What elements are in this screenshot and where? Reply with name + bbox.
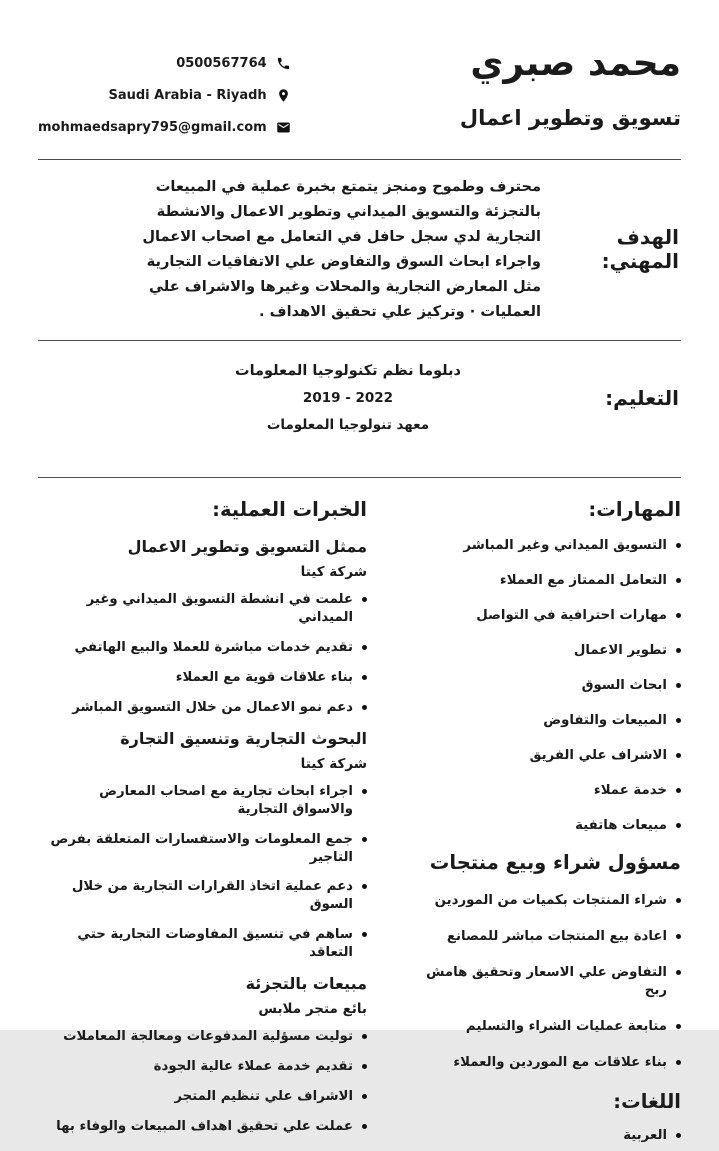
list-item-text: اجراء ابحاث تجارية مع اصحاب المعارض والاسواق التجارية bbox=[99, 783, 353, 817]
education-label: التعليم: bbox=[605, 386, 679, 410]
bullet-dot bbox=[676, 823, 681, 828]
job-title: البحوث التجارية وتنسيق التجارة bbox=[120, 728, 367, 748]
job-title: مبيعات بالتجزئة bbox=[245, 974, 367, 994]
list-item bbox=[38, 878, 367, 914]
list-item-text: الاشراف علي تنظيم المتجر bbox=[174, 1089, 353, 1105]
list-item-text: متابعة عمليات الشراء والتسليم bbox=[465, 1019, 667, 1035]
list-item-text: جمع المعلومات والاستفسارات المتعلقة بفرص التاجير bbox=[50, 831, 353, 865]
languages-heading: اللغات: bbox=[613, 1090, 681, 1114]
phone-number: 0500567764 bbox=[176, 56, 267, 71]
list-item-text: ابحاث السوق bbox=[581, 677, 667, 693]
contact-email bbox=[38, 120, 291, 135]
bullet-dot bbox=[362, 705, 367, 710]
bullet-dot bbox=[676, 613, 681, 618]
list-item bbox=[419, 817, 681, 835]
list-item-text: مهارات احترافية في التواصل bbox=[476, 607, 667, 623]
bullet-dot bbox=[676, 753, 681, 758]
skills-column bbox=[419, 498, 681, 1151]
list-item-text: مبيعات هاتفية bbox=[575, 817, 667, 833]
bullet-dot bbox=[362, 645, 367, 650]
list-item bbox=[38, 699, 367, 717]
objective-label: الهدف المهني: bbox=[601, 225, 679, 273]
job-entry bbox=[38, 537, 367, 717]
bullet-dot bbox=[676, 578, 681, 583]
bullet-dot bbox=[676, 970, 681, 975]
education-degree: دبلوما نظم تكنولوجيا المعلومات bbox=[235, 363, 461, 379]
list-item bbox=[38, 1088, 367, 1106]
list-item bbox=[419, 782, 681, 800]
list-item bbox=[419, 964, 681, 1000]
list-item bbox=[419, 642, 681, 660]
bullet-dot bbox=[676, 683, 681, 688]
list-item-text: دعم نمو الاعمال من خلال التسويق المباشر bbox=[72, 699, 353, 715]
main-columns bbox=[38, 498, 681, 1151]
job-company: شركة كيتا bbox=[300, 755, 367, 772]
list-item-text: الاشراف علي الفريق bbox=[529, 747, 667, 763]
list-item-text: العربية bbox=[623, 1128, 667, 1144]
bullet-dot bbox=[676, 934, 681, 939]
bullet-dot bbox=[676, 898, 681, 903]
list-item bbox=[38, 1118, 367, 1136]
contact-location bbox=[38, 88, 291, 103]
bullet-dot bbox=[362, 1124, 367, 1129]
education-institute: معهد تنولوجيا المعلومات bbox=[266, 417, 430, 433]
list-item-text: بناء علاقات قوية مع العملاء bbox=[175, 669, 353, 685]
bullet-dot bbox=[362, 932, 367, 937]
list-item bbox=[419, 1054, 681, 1072]
list-item-text: خدمة عملاء bbox=[593, 782, 667, 798]
list-item-text: شراء المنتجات بكميات من الموردين bbox=[434, 893, 667, 909]
name-block bbox=[460, 30, 681, 130]
bullet-dot bbox=[362, 597, 367, 602]
objective-text: محترف وطموح ومنجز يتمتع بخبرة عملية في المبيعات بالتجزئة والتسويق الميداني وتطوير الاعمال والانشطة التجارية لدي سجل حافل في التعامل مع اصحاب الاعمال واجراء ابحاث السوق والتفاوض علي الاتفاقيات التجارية مثل المعارض التجارية والمحلات وغيرها والاشراف علي العمليات · وتركيز علي تحقيق الاهداف . bbox=[142, 178, 541, 320]
email-text: mohmaedsapry795@gmail.com bbox=[38, 120, 267, 135]
list-item bbox=[38, 1058, 367, 1076]
contact-block bbox=[38, 30, 291, 135]
list-item bbox=[38, 669, 367, 687]
header bbox=[38, 30, 681, 135]
job-company: بائع متجر ملابس bbox=[258, 1001, 367, 1018]
list-item-text: تقديم خدمة عملاء عالية الجودة bbox=[153, 1059, 353, 1075]
list-item bbox=[38, 783, 367, 819]
bullet-dot bbox=[676, 1024, 681, 1029]
skills-heading: المهارات: bbox=[588, 498, 681, 521]
list-item-text: اعادة بيع المنتجات مباشر للمصانع bbox=[446, 929, 667, 945]
email-icon bbox=[276, 120, 291, 135]
bullet-dot bbox=[362, 1094, 367, 1099]
list-item bbox=[419, 1018, 681, 1036]
job-bullets bbox=[38, 591, 367, 717]
list-item bbox=[419, 928, 681, 946]
job-bullets bbox=[38, 1028, 367, 1136]
bullet-dot bbox=[676, 1133, 681, 1138]
phone-icon bbox=[276, 56, 291, 71]
list-item bbox=[419, 747, 681, 765]
bullet-dot bbox=[362, 884, 367, 889]
list-item bbox=[419, 572, 681, 590]
job-bullets bbox=[38, 783, 367, 963]
contact-phone bbox=[38, 56, 291, 71]
skills-list bbox=[419, 537, 681, 834]
list-item bbox=[38, 831, 367, 867]
list-item bbox=[419, 892, 681, 910]
list-item bbox=[419, 1127, 681, 1145]
job-title: ممثل التسويق وتطوير الاعمال bbox=[127, 537, 367, 556]
person-job-title: تسويق وتطوير اعمال bbox=[459, 105, 681, 130]
list-item bbox=[38, 1028, 367, 1046]
objective-section bbox=[38, 160, 681, 340]
location-text: Saudi Arabia - Riyadh bbox=[108, 88, 267, 103]
list-item bbox=[419, 677, 681, 695]
purchasing-heading: مسؤول شراء وبيع منتجات bbox=[429, 851, 681, 875]
list-item bbox=[419, 607, 681, 625]
list-item-text: التفاوض علي الاسعار وتحقيق هامش ربح bbox=[426, 965, 667, 999]
purchasing-list bbox=[419, 892, 681, 1072]
bullet-dot bbox=[676, 718, 681, 723]
job-company: شركة كيتا bbox=[300, 564, 367, 580]
divider-education bbox=[38, 477, 681, 478]
bullet-dot bbox=[676, 543, 681, 548]
list-item-text: المبيعات والتفاوض bbox=[543, 712, 667, 728]
list-item-text: علمت في انشطة التسويق الميداني وغير الميداني bbox=[86, 592, 353, 625]
list-item-text: عملت علي تحقيق اهداف المبيعات والوفاء بها bbox=[56, 1119, 353, 1134]
bullet-dot bbox=[362, 1034, 367, 1039]
list-item bbox=[38, 639, 367, 657]
job-entry bbox=[38, 974, 367, 1136]
list-item bbox=[38, 926, 367, 962]
list-item-text: ساهم في تنسيق المفاوضات التجارية حتي التعاقد bbox=[77, 927, 353, 961]
person-name: محمد صبري bbox=[470, 43, 681, 84]
list-item-text: بناء علاقات مع الموردين والعملاء bbox=[453, 1055, 667, 1071]
education-years: 2019 - 2022 bbox=[302, 390, 394, 406]
bullet-dot bbox=[362, 675, 367, 680]
experience-heading: الخبرات العملية: bbox=[212, 498, 367, 521]
list-item-text: تقديم خدمات مباشرة للعملا والبيع الهاتفي bbox=[74, 639, 353, 655]
education-content bbox=[217, 363, 479, 433]
list-item-text: توليت مسؤلية المدفوعات ومعالجة المعاملات bbox=[63, 1029, 353, 1045]
location-icon bbox=[276, 88, 291, 103]
bullet-dot bbox=[676, 1060, 681, 1065]
bullet-dot bbox=[362, 789, 367, 794]
list-item bbox=[38, 591, 367, 627]
list-item bbox=[419, 712, 681, 730]
bullet-dot bbox=[362, 837, 367, 842]
bullet-dot bbox=[676, 788, 681, 793]
bullet-dot bbox=[676, 648, 681, 653]
experience-column bbox=[38, 498, 367, 1151]
languages-list bbox=[419, 1127, 681, 1145]
list-item-text: تطوير الاعمال bbox=[573, 642, 667, 658]
list-item-text: التعامل الممتاز مع العملاء bbox=[499, 572, 667, 588]
list-item bbox=[419, 537, 681, 555]
job-entry bbox=[38, 729, 367, 963]
list-item-text: دعم عملية اتخاذ القرارات التجارية من خلال السوق bbox=[71, 879, 353, 913]
education-section bbox=[38, 341, 681, 477]
list-item-text: التسويق الميداني وغير المباشر bbox=[463, 538, 667, 553]
bullet-dot bbox=[362, 1064, 367, 1069]
